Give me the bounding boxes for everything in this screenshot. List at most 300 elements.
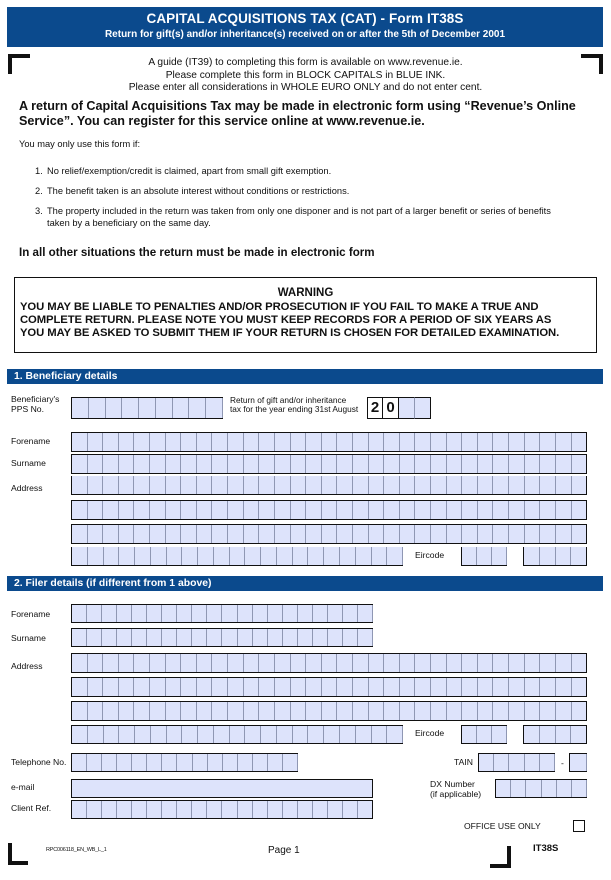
character-cell[interactable]	[245, 547, 261, 565]
character-cell[interactable]	[150, 476, 166, 494]
character-cell[interactable]	[356, 547, 372, 565]
character-cell[interactable]	[353, 433, 369, 451]
character-cell[interactable]	[415, 455, 431, 473]
character-cell[interactable]	[103, 433, 119, 451]
character-cell[interactable]	[571, 726, 586, 743]
character-cell[interactable]	[478, 455, 494, 473]
character-cell[interactable]	[291, 501, 307, 519]
tain-field[interactable]	[478, 753, 555, 772]
character-cell[interactable]	[462, 455, 478, 473]
character-cell[interactable]	[511, 780, 526, 797]
character-cell[interactable]	[291, 702, 307, 720]
character-cell[interactable]	[493, 433, 509, 451]
character-cell[interactable]	[197, 433, 213, 451]
character-cell[interactable]	[212, 455, 228, 473]
character-cell[interactable]	[447, 702, 463, 720]
character-cell[interactable]	[103, 702, 119, 720]
character-cell[interactable]	[104, 547, 120, 565]
character-cell[interactable]	[322, 654, 338, 672]
character-cell[interactable]	[283, 629, 298, 646]
character-cell[interactable]	[540, 754, 555, 771]
character-cell[interactable]	[462, 654, 478, 672]
character-cell[interactable]	[206, 398, 223, 418]
character-cell[interactable]	[572, 525, 587, 543]
character-cell[interactable]	[322, 501, 338, 519]
character-cell[interactable]	[540, 501, 556, 519]
character-cell[interactable]	[556, 433, 572, 451]
character-cell[interactable]	[291, 678, 307, 696]
character-cell[interactable]	[525, 455, 541, 473]
character-cell[interactable]	[103, 654, 119, 672]
character-cell[interactable]	[244, 433, 260, 451]
character-cell[interactable]	[228, 702, 244, 720]
character-cell[interactable]	[228, 476, 244, 494]
character-cell[interactable]	[525, 501, 541, 519]
character-cell[interactable]	[162, 801, 177, 818]
character-cell[interactable]	[400, 501, 416, 519]
character-cell[interactable]	[291, 654, 307, 672]
character-cell[interactable]	[88, 501, 104, 519]
character-cell[interactable]	[447, 455, 463, 473]
character-cell[interactable]	[353, 702, 369, 720]
character-cell[interactable]	[88, 433, 104, 451]
character-cell[interactable]	[291, 476, 307, 494]
character-cell[interactable]	[117, 801, 132, 818]
character-cell[interactable]	[492, 547, 507, 565]
character-cell[interactable]	[509, 525, 525, 543]
character-cell[interactable]	[214, 726, 230, 743]
character-cell[interactable]	[134, 455, 150, 473]
character-cell[interactable]	[134, 476, 150, 494]
character-cell[interactable]	[245, 726, 261, 743]
character-cell[interactable]	[117, 605, 132, 622]
character-cell[interactable]	[72, 525, 88, 543]
character-cell[interactable]	[277, 547, 293, 565]
character-cell[interactable]	[462, 476, 478, 494]
character-cell[interactable]	[322, 678, 338, 696]
character-cell[interactable]	[151, 726, 167, 743]
character-cell[interactable]	[556, 654, 572, 672]
character-cell[interactable]	[343, 801, 358, 818]
character-cell[interactable]	[89, 398, 106, 418]
character-cell[interactable]	[207, 629, 222, 646]
character-cell[interactable]	[268, 754, 283, 771]
character-cell[interactable]	[462, 678, 478, 696]
character-cell[interactable]	[400, 433, 416, 451]
character-cell[interactable]	[431, 455, 447, 473]
character-cell[interactable]	[228, 654, 244, 672]
character-cell[interactable]	[275, 433, 291, 451]
character-cell[interactable]	[150, 678, 166, 696]
character-cell[interactable]	[337, 654, 353, 672]
character-cell[interactable]	[147, 605, 162, 622]
character-cell[interactable]	[369, 678, 385, 696]
character-cell[interactable]	[306, 525, 322, 543]
character-cell[interactable]	[328, 605, 343, 622]
character-cell[interactable]	[447, 476, 463, 494]
character-cell[interactable]	[275, 678, 291, 696]
character-cell[interactable]	[253, 801, 268, 818]
character-cell[interactable]	[509, 501, 525, 519]
character-cell[interactable]	[400, 476, 416, 494]
character-cell[interactable]	[167, 547, 183, 565]
character-cell[interactable]	[556, 525, 572, 543]
character-cell[interactable]	[572, 678, 587, 696]
character-cell[interactable]	[212, 501, 228, 519]
character-cell[interactable]	[162, 754, 177, 771]
character-cell[interactable]	[230, 726, 246, 743]
character-cell[interactable]	[384, 654, 400, 672]
character-cell[interactable]	[222, 629, 237, 646]
character-cell[interactable]	[119, 476, 135, 494]
character-cell[interactable]	[208, 754, 223, 771]
character-cell[interactable]	[181, 476, 197, 494]
character-cell[interactable]	[88, 726, 104, 743]
character-cell[interactable]	[253, 754, 268, 771]
character-cell[interactable]	[477, 726, 492, 743]
character-cell[interactable]	[337, 501, 353, 519]
filer-eircode-routing-field[interactable]	[461, 725, 507, 744]
character-cell[interactable]	[72, 547, 88, 565]
character-cell[interactable]	[572, 654, 587, 672]
character-cell[interactable]	[253, 605, 268, 622]
character-cell[interactable]	[524, 547, 540, 565]
character-cell[interactable]	[400, 455, 416, 473]
character-cell[interactable]	[283, 605, 298, 622]
character-cell[interactable]	[119, 702, 135, 720]
character-cell[interactable]	[340, 547, 356, 565]
character-cell[interactable]	[132, 629, 147, 646]
character-cell[interactable]	[556, 455, 572, 473]
character-cell[interactable]	[308, 547, 324, 565]
character-cell[interactable]	[462, 547, 477, 565]
character-cell[interactable]	[493, 455, 509, 473]
character-cell[interactable]	[268, 801, 283, 818]
character-cell[interactable]	[478, 501, 494, 519]
character-cell[interactable]	[228, 525, 244, 543]
beneficiary-address-line-2[interactable]	[71, 500, 587, 520]
character-cell[interactable]	[293, 547, 309, 565]
character-cell[interactable]	[525, 525, 541, 543]
character-cell[interactable]	[275, 702, 291, 720]
character-cell[interactable]	[87, 754, 102, 771]
character-cell[interactable]	[291, 455, 307, 473]
character-cell[interactable]	[166, 702, 182, 720]
character-cell[interactable]	[139, 398, 156, 418]
character-cell[interactable]	[150, 702, 166, 720]
character-cell[interactable]	[509, 678, 525, 696]
character-cell[interactable]	[415, 501, 431, 519]
character-cell[interactable]	[369, 702, 385, 720]
character-cell[interactable]	[268, 629, 283, 646]
character-cell[interactable]	[72, 801, 87, 818]
character-cell[interactable]	[525, 678, 541, 696]
character-cell[interactable]	[525, 702, 541, 720]
character-cell[interactable]	[134, 501, 150, 519]
beneficiary-eircode-unique-field[interactable]	[523, 547, 587, 566]
character-cell[interactable]	[447, 433, 463, 451]
character-cell[interactable]	[540, 702, 556, 720]
character-cell[interactable]	[462, 433, 478, 451]
character-cell[interactable]	[151, 547, 167, 565]
character-cell[interactable]	[369, 476, 385, 494]
character-cell[interactable]	[166, 654, 182, 672]
filer-eircode-unique-field[interactable]	[523, 725, 587, 744]
character-cell[interactable]	[306, 433, 322, 451]
character-cell[interactable]	[87, 801, 102, 818]
character-cell[interactable]	[135, 726, 151, 743]
character-cell[interactable]	[328, 801, 343, 818]
filer-surname-field[interactable]	[71, 628, 373, 647]
character-cell[interactable]	[88, 654, 104, 672]
character-cell[interactable]	[119, 726, 135, 743]
beneficiary-address-line-1[interactable]	[71, 476, 587, 495]
character-cell[interactable]	[291, 525, 307, 543]
character-cell[interactable]	[135, 547, 151, 565]
character-cell[interactable]	[478, 678, 494, 696]
office-use-checkbox[interactable]	[573, 820, 585, 832]
character-cell[interactable]	[572, 433, 587, 451]
character-cell[interactable]	[372, 547, 388, 565]
character-cell[interactable]	[572, 702, 587, 720]
character-cell[interactable]	[72, 455, 88, 473]
character-cell[interactable]	[400, 654, 416, 672]
character-cell[interactable]	[322, 702, 338, 720]
character-cell[interactable]	[322, 455, 338, 473]
character-cell[interactable]	[384, 678, 400, 696]
character-cell[interactable]	[134, 433, 150, 451]
character-cell[interactable]	[447, 678, 463, 696]
character-cell[interactable]	[228, 501, 244, 519]
character-cell[interactable]	[556, 476, 572, 494]
beneficiary-eircode-routing-field[interactable]	[461, 547, 507, 566]
character-cell[interactable]	[198, 726, 214, 743]
character-cell[interactable]	[192, 605, 207, 622]
character-cell[interactable]	[431, 702, 447, 720]
character-cell[interactable]	[104, 726, 120, 743]
character-cell[interactable]	[431, 678, 447, 696]
character-cell[interactable]	[88, 455, 104, 473]
beneficiary-pps-field[interactable]	[71, 397, 223, 419]
character-cell[interactable]	[556, 726, 572, 743]
beneficiary-address-line-3[interactable]	[71, 524, 587, 544]
character-cell[interactable]	[102, 605, 117, 622]
character-cell[interactable]	[166, 501, 182, 519]
beneficiary-surname-field[interactable]	[71, 454, 587, 474]
character-cell[interactable]	[540, 654, 556, 672]
character-cell[interactable]	[103, 525, 119, 543]
character-cell[interactable]	[212, 702, 228, 720]
character-cell[interactable]	[353, 525, 369, 543]
character-cell[interactable]	[540, 547, 556, 565]
character-cell[interactable]	[277, 726, 293, 743]
character-cell[interactable]	[150, 501, 166, 519]
character-cell[interactable]	[207, 801, 222, 818]
character-cell[interactable]	[306, 501, 322, 519]
character-cell[interactable]	[268, 605, 283, 622]
character-cell[interactable]	[340, 726, 356, 743]
character-cell[interactable]	[540, 726, 556, 743]
character-cell[interactable]	[431, 654, 447, 672]
character-cell[interactable]	[353, 476, 369, 494]
character-cell[interactable]	[337, 476, 353, 494]
character-cell[interactable]	[431, 433, 447, 451]
character-cell[interactable]	[132, 801, 147, 818]
character-cell[interactable]	[306, 678, 322, 696]
character-cell[interactable]	[369, 654, 385, 672]
character-cell[interactable]	[181, 525, 197, 543]
character-cell[interactable]	[494, 754, 509, 771]
character-cell[interactable]	[447, 501, 463, 519]
character-cell[interactable]	[147, 629, 162, 646]
character-cell[interactable]	[150, 455, 166, 473]
character-cell[interactable]	[238, 605, 253, 622]
character-cell[interactable]	[244, 455, 260, 473]
character-cell[interactable]	[119, 433, 135, 451]
character-cell[interactable]	[197, 501, 213, 519]
character-cell[interactable]	[570, 754, 587, 771]
character-cell[interactable]	[509, 754, 524, 771]
character-cell[interactable]	[134, 654, 150, 672]
character-cell[interactable]	[337, 455, 353, 473]
character-cell[interactable]	[259, 501, 275, 519]
character-cell[interactable]	[477, 547, 492, 565]
character-cell[interactable]	[431, 501, 447, 519]
character-cell[interactable]	[415, 476, 431, 494]
character-cell[interactable]	[72, 476, 88, 494]
character-cell[interactable]	[306, 476, 322, 494]
telephone-field[interactable]	[71, 753, 298, 772]
tain-check-field[interactable]	[569, 753, 587, 772]
character-cell[interactable]	[72, 398, 89, 418]
character-cell[interactable]	[400, 525, 416, 543]
character-cell[interactable]	[177, 605, 192, 622]
character-cell[interactable]	[238, 629, 253, 646]
character-cell[interactable]	[88, 476, 104, 494]
character-cell[interactable]	[298, 801, 313, 818]
character-cell[interactable]	[387, 726, 403, 743]
character-cell[interactable]	[119, 678, 135, 696]
character-cell[interactable]	[540, 433, 556, 451]
character-cell[interactable]	[244, 525, 260, 543]
character-cell[interactable]	[259, 455, 275, 473]
tax-year-digit-input[interactable]	[399, 397, 415, 419]
character-cell[interactable]	[150, 525, 166, 543]
character-cell[interactable]	[228, 455, 244, 473]
character-cell[interactable]	[182, 726, 198, 743]
character-cell[interactable]	[525, 476, 541, 494]
character-cell[interactable]	[462, 702, 478, 720]
character-cell[interactable]	[259, 433, 275, 451]
character-cell[interactable]	[462, 726, 477, 743]
character-cell[interactable]	[343, 629, 358, 646]
character-cell[interactable]	[415, 654, 431, 672]
character-cell[interactable]	[88, 702, 104, 720]
character-cell[interactable]	[261, 726, 277, 743]
character-cell[interactable]	[291, 433, 307, 451]
character-cell[interactable]	[322, 476, 338, 494]
character-cell[interactable]	[384, 476, 400, 494]
character-cell[interactable]	[369, 501, 385, 519]
character-cell[interactable]	[244, 654, 260, 672]
character-cell[interactable]	[88, 678, 104, 696]
character-cell[interactable]	[509, 702, 525, 720]
character-cell[interactable]	[177, 801, 192, 818]
character-cell[interactable]	[72, 605, 87, 622]
character-cell[interactable]	[313, 801, 328, 818]
character-cell[interactable]	[72, 433, 88, 451]
character-cell[interactable]	[166, 433, 182, 451]
character-cell[interactable]	[167, 726, 183, 743]
character-cell[interactable]	[181, 501, 197, 519]
character-cell[interactable]	[122, 398, 139, 418]
character-cell[interactable]	[132, 605, 147, 622]
character-cell[interactable]	[356, 726, 372, 743]
character-cell[interactable]	[369, 433, 385, 451]
email-field[interactable]	[71, 779, 373, 798]
character-cell[interactable]	[353, 501, 369, 519]
character-cell[interactable]	[197, 525, 213, 543]
character-cell[interactable]	[431, 525, 447, 543]
character-cell[interactable]	[198, 547, 214, 565]
character-cell[interactable]	[87, 629, 102, 646]
character-cell[interactable]	[197, 678, 213, 696]
character-cell[interactable]	[308, 726, 324, 743]
character-cell[interactable]	[119, 654, 135, 672]
character-cell[interactable]	[572, 455, 587, 473]
character-cell[interactable]	[230, 547, 246, 565]
character-cell[interactable]	[509, 654, 525, 672]
character-cell[interactable]	[181, 455, 197, 473]
character-cell[interactable]	[540, 678, 556, 696]
character-cell[interactable]	[181, 433, 197, 451]
character-cell[interactable]	[197, 455, 213, 473]
character-cell[interactable]	[478, 433, 494, 451]
filer-address-line-3[interactable]	[71, 701, 587, 721]
character-cell[interactable]	[166, 476, 182, 494]
character-cell[interactable]	[197, 702, 213, 720]
character-cell[interactable]	[212, 654, 228, 672]
character-cell[interactable]	[134, 525, 150, 543]
character-cell[interactable]	[181, 678, 197, 696]
character-cell[interactable]	[283, 754, 298, 771]
character-cell[interactable]	[525, 433, 541, 451]
character-cell[interactable]	[384, 702, 400, 720]
character-cell[interactable]	[259, 476, 275, 494]
character-cell[interactable]	[72, 726, 88, 743]
character-cell[interactable]	[189, 398, 206, 418]
character-cell[interactable]	[415, 433, 431, 451]
character-cell[interactable]	[223, 754, 238, 771]
character-cell[interactable]	[177, 754, 192, 771]
character-cell[interactable]	[192, 629, 207, 646]
character-cell[interactable]	[119, 547, 135, 565]
character-cell[interactable]	[298, 629, 313, 646]
tax-year-digit-input[interactable]	[415, 397, 431, 419]
character-cell[interactable]	[88, 547, 104, 565]
character-cell[interactable]	[212, 678, 228, 696]
character-cell[interactable]	[182, 547, 198, 565]
character-cell[interactable]	[540, 455, 556, 473]
client-ref-field[interactable]	[71, 800, 373, 819]
character-cell[interactable]	[372, 726, 388, 743]
character-cell[interactable]	[72, 654, 88, 672]
character-cell[interactable]	[328, 629, 343, 646]
character-cell[interactable]	[275, 525, 291, 543]
character-cell[interactable]	[572, 780, 587, 797]
character-cell[interactable]	[181, 702, 197, 720]
character-cell[interactable]	[72, 754, 87, 771]
